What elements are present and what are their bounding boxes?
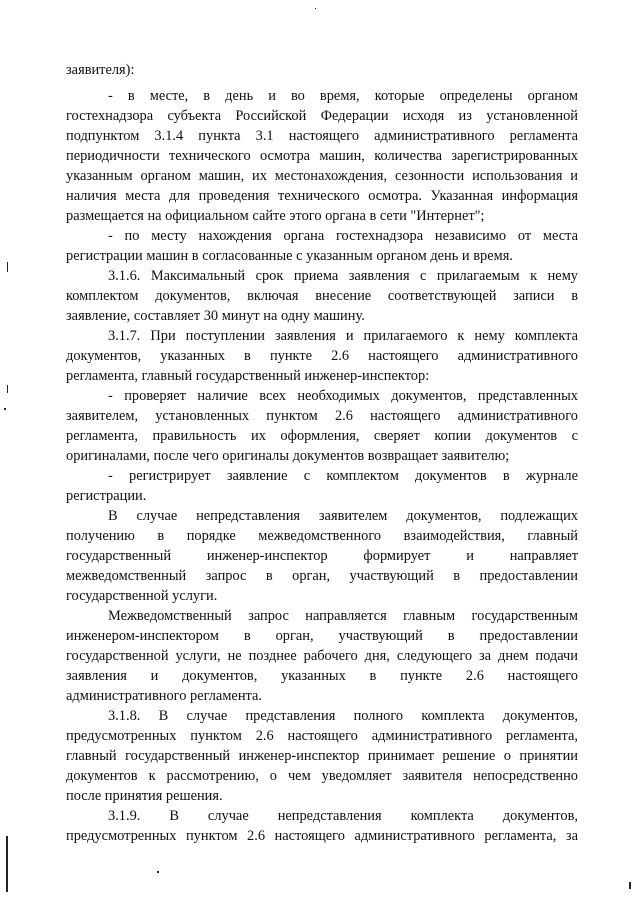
text-line [0, 306, 640, 326]
text-line-content: 3.1.8. В случае представления полного комплекта документов, [108, 708, 578, 724]
text-line [0, 366, 640, 386]
text-line-content: получению в порядке межведомственного взаимодействия, главный [66, 528, 578, 544]
text-line [0, 286, 640, 306]
text-line [0, 586, 640, 606]
text-line [0, 806, 640, 826]
text-line-content: гостехнадзора субъекта Российской Федерации исходя из установленной [66, 108, 578, 124]
text-line-content: - по месту нахождения органа гостехнадзора независимо от места [108, 228, 578, 244]
text-line [0, 626, 640, 646]
text-line-content: документов к рассмотрению, о чем уведомляет заявителя непосредственно [66, 768, 578, 784]
text-line [0, 566, 640, 586]
text-line-content: заявителем, установленных пунктом 2.6 настоящего административного [66, 408, 578, 424]
scan-speck [157, 871, 159, 873]
text-line [0, 126, 640, 146]
text-line [0, 266, 640, 286]
text-line-content: межведомственный запрос в орган, участвующий в предоставлении [66, 568, 578, 584]
text-line-content: административного регламента. [66, 688, 262, 704]
text-line [0, 386, 640, 406]
text-line [0, 546, 640, 566]
text-line [0, 786, 640, 806]
text-line [0, 346, 640, 366]
text-line [0, 426, 640, 446]
text-line-content: 3.1.6. Максимальный срок приема заявления с прилагаемым к нему [108, 268, 578, 284]
scan-speck [315, 8, 316, 9]
text-line [0, 60, 640, 80]
text-line [0, 606, 640, 626]
text-line-content: государственный инженер-инспектор формирует и направляет [66, 548, 578, 564]
text-line-content: В случае непредставления заявителем документов, подлежащих [108, 508, 578, 524]
text-line-content: - регистрирует заявление с комплектом документов в журнале [108, 468, 578, 484]
text-line [0, 746, 640, 766]
scan-edge-mark [629, 882, 631, 889]
text-line [0, 706, 640, 726]
text-line [0, 506, 640, 526]
text-line-content: периодичности технического осмотра машин, количества зарегистрированных [66, 148, 578, 164]
text-line-content: инженером-инспектором в орган, участвующий в предоставлении [66, 628, 578, 644]
text-line-content: подпунктом 3.1.4 пункта 3.1 настоящего административного регламента [66, 128, 578, 144]
text-line-content: заявителя): [66, 62, 135, 78]
text-line-content: указанным органом машин, их местонахождения, сезонности использования и [66, 168, 578, 184]
text-line-content: государственной услуги, не позднее рабочего дня, следующего за днем подачи [66, 648, 578, 664]
text-line [0, 246, 640, 266]
text-line [0, 686, 640, 706]
text-line-content: оригиналами, после чего оригиналы документов возвращает заявителю; [66, 448, 510, 464]
text-line [0, 446, 640, 466]
text-line-content: регистрации. [66, 488, 147, 504]
text-line-content: размещается на официальном сайте этого органа в сети "Интернет"; [66, 208, 485, 224]
text-line [0, 486, 640, 506]
text-line [0, 766, 640, 786]
text-line [0, 186, 640, 206]
text-line [0, 206, 640, 226]
text-line [0, 326, 640, 346]
text-line-content: 3.1.9. В случае непредставления комплекта документов, [108, 808, 578, 824]
text-line [0, 466, 640, 486]
text-line-content: 3.1.7. При поступлении заявления и прилагаемого к нему комплекта [108, 328, 578, 344]
text-line-content: наличия места для проведения технического осмотра. Указанная информация [66, 188, 578, 204]
text-line-content: предусмотренных пунктом 2.6 настоящего административного регламента, за [66, 828, 578, 844]
text-line [0, 406, 640, 426]
text-line [0, 86, 640, 106]
text-line-content: регистрации машин в согласованные с указанным органом день и время. [66, 248, 513, 264]
text-line [0, 826, 640, 846]
text-line-content: главный государственный инженер-инспектор принимает решение о принятии [66, 748, 578, 764]
text-line-content: - проверяет наличие всех необходимых документов, представленных [108, 388, 578, 404]
text-line-content: государственной услуги. [66, 588, 218, 604]
text-line [0, 726, 640, 746]
text-line [0, 226, 640, 246]
text-line [0, 646, 640, 666]
text-line-content: - в месте, в день и во время, которые определены органом [108, 88, 578, 104]
text-line [0, 166, 640, 186]
text-line-content: заявление, составляет 30 минут на одну машину. [66, 308, 365, 324]
text-line [0, 666, 640, 686]
text-line [0, 106, 640, 126]
text-line-content: Межведомственный запрос направляется главным государственным [108, 608, 578, 624]
text-line-content: комплектом документов, включая внесение соответствующей записи в [66, 288, 578, 304]
text-line-content: документов, указанных в пункте 2.6 настоящего административного [66, 348, 578, 364]
text-line-content: после принятия решения. [66, 788, 223, 804]
text-line-content: заявления и документов, указанных в пункте 2.6 настоящего [66, 668, 578, 684]
text-line [0, 146, 640, 166]
text-line [0, 526, 640, 546]
text-line-content: предусмотренных пунктом 2.6 настоящего административного регламента, [66, 728, 578, 744]
text-line-content: регламента, главный государственный инженер-инспектор: [66, 368, 430, 384]
text-line-content: регламента, правильность их оформления, сверяет копии документов с [66, 428, 578, 444]
